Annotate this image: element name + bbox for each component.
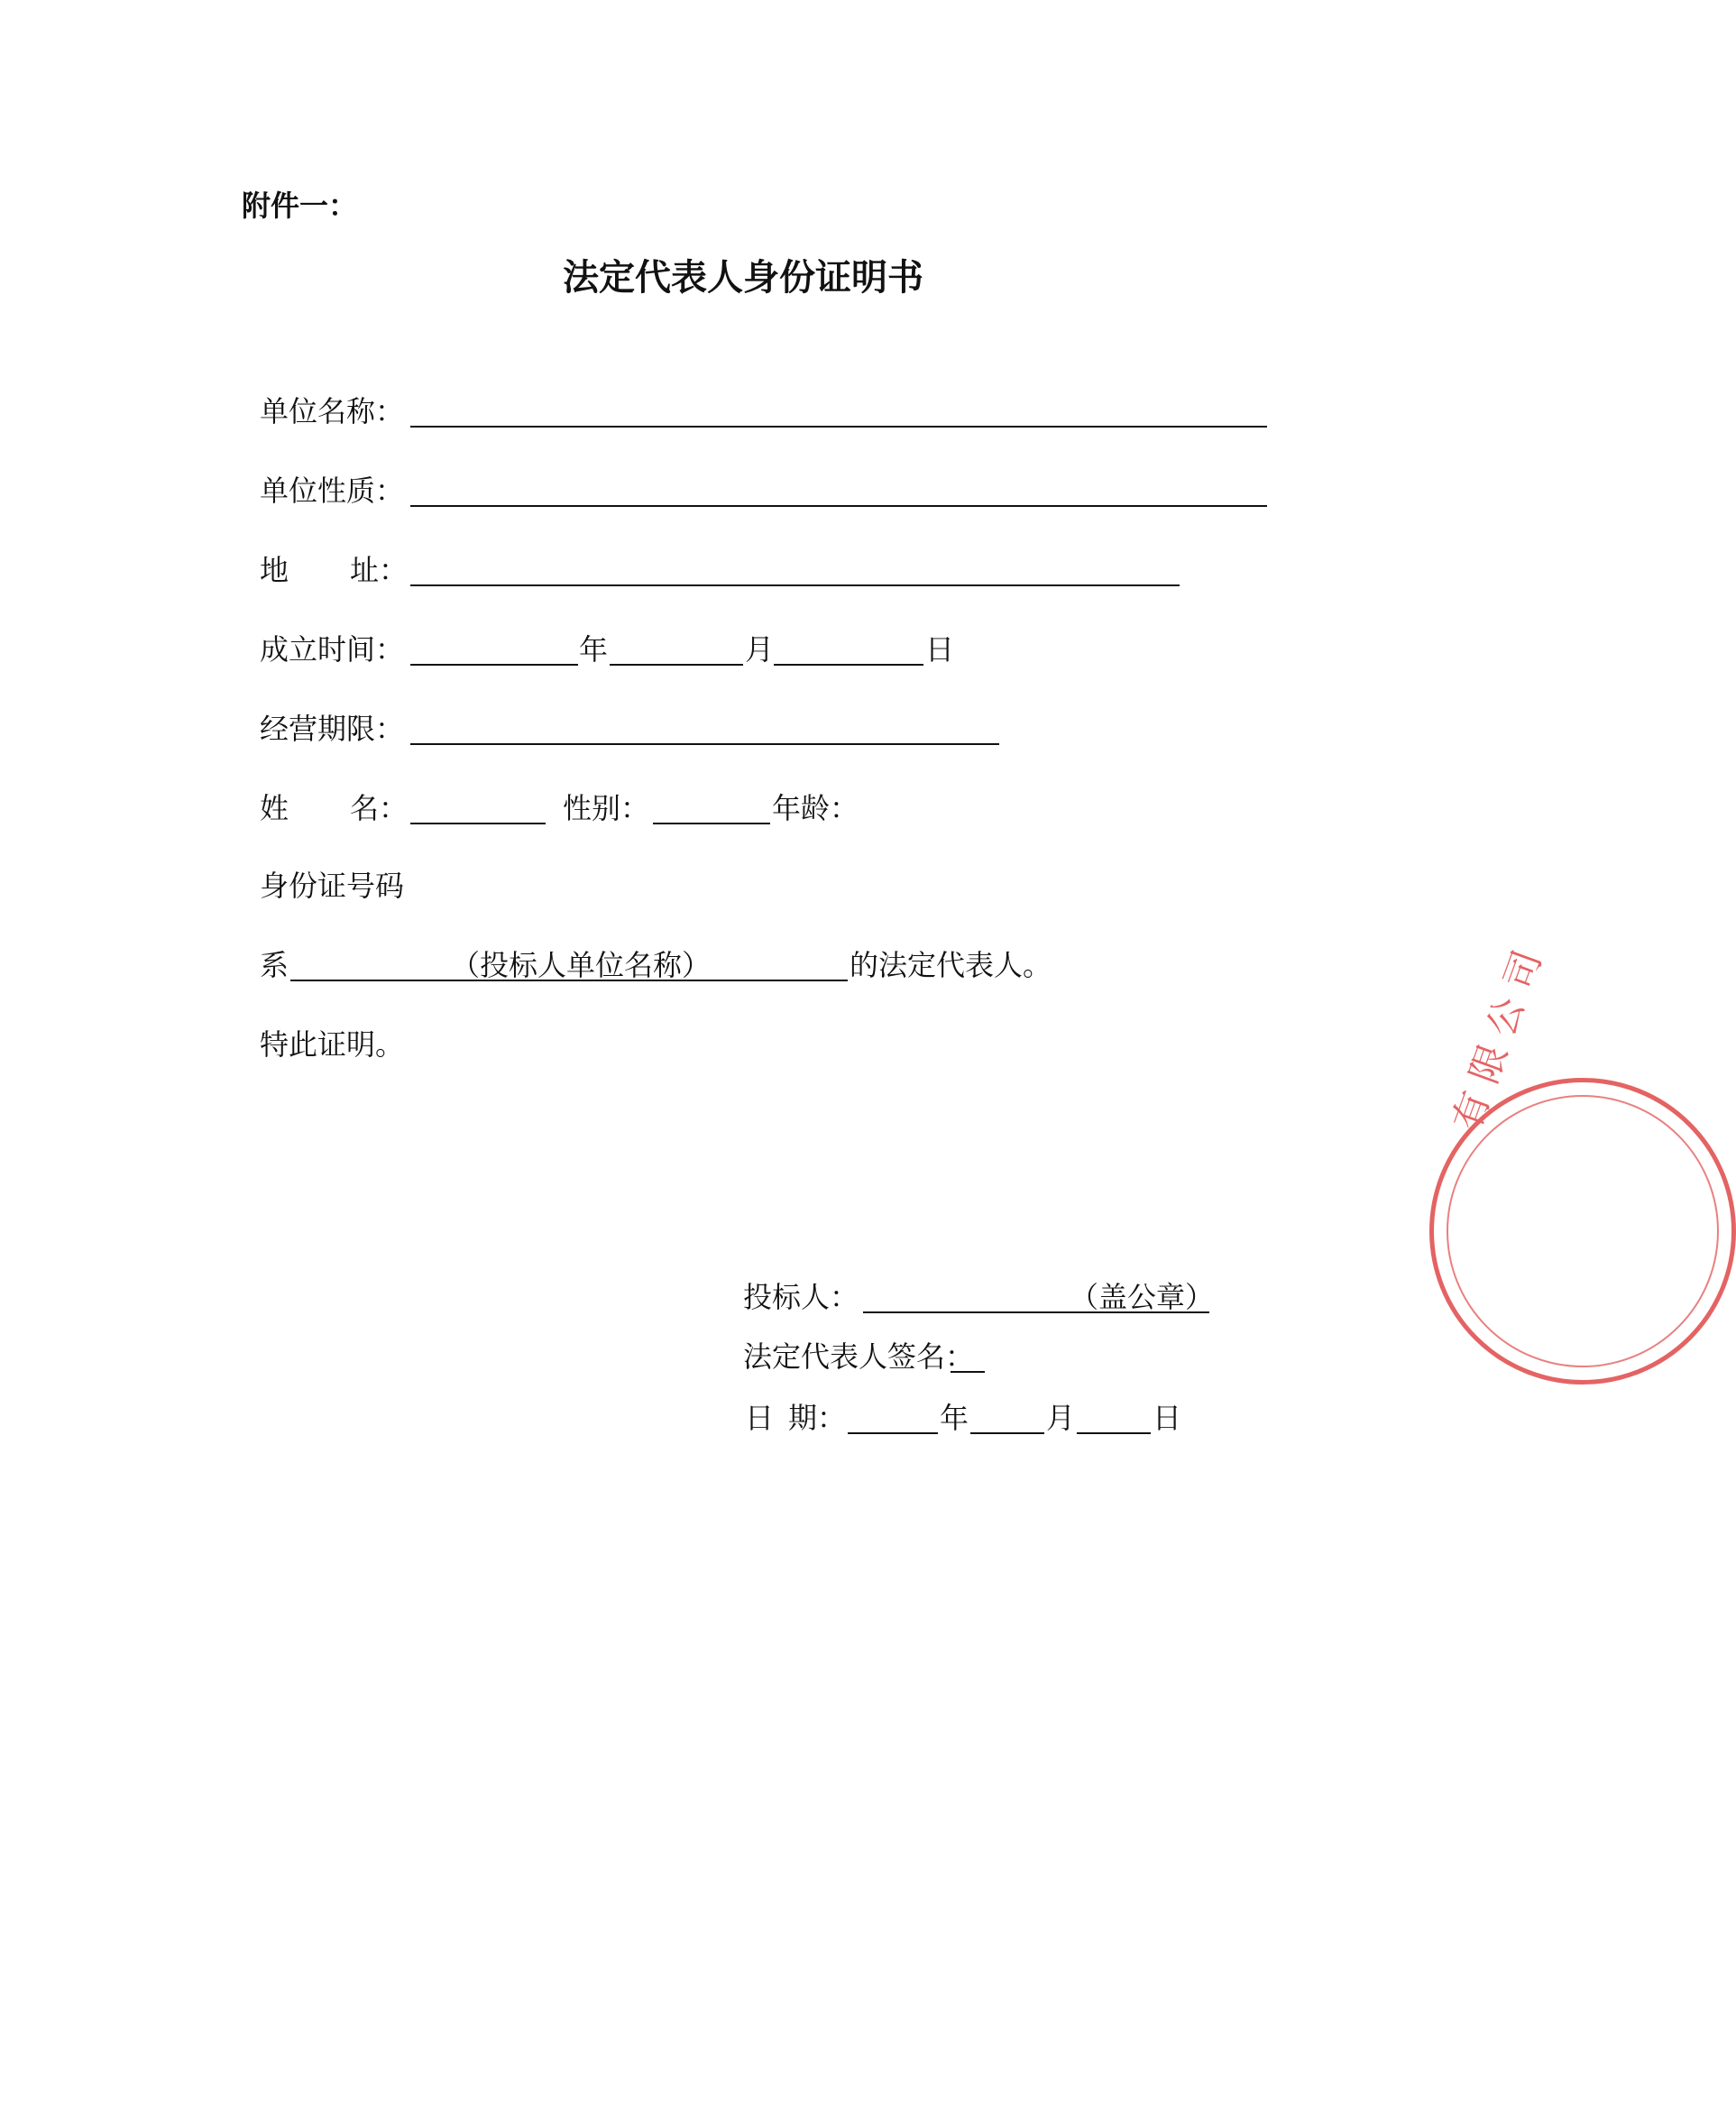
name-label-char2: 名： bbox=[350, 791, 409, 825]
business-term-label: 经营期限： bbox=[260, 712, 405, 746]
seal-note: （盖公章） bbox=[1070, 1280, 1215, 1314]
statement-suffix: 的法定代表人。 bbox=[850, 948, 1052, 982]
gender-line[interactable] bbox=[653, 823, 770, 824]
date-day-label: 日 bbox=[1153, 1401, 1182, 1435]
established-year-label: 年 bbox=[579, 632, 609, 667]
seal-text: 有 限 公 司 bbox=[1444, 944, 1550, 1136]
unit-name-label: 单位名称： bbox=[260, 394, 405, 428]
date-day-line[interactable] bbox=[1077, 1432, 1151, 1434]
address-label-char2: 址： bbox=[350, 553, 409, 587]
attachment-label: 附件一： bbox=[242, 189, 358, 223]
bidder-name-placeholder: （投标人单位名称） bbox=[451, 948, 712, 982]
id-number-label: 身份证号码 bbox=[260, 869, 405, 903]
date-label-char2: 期： bbox=[788, 1401, 847, 1435]
name-line[interactable] bbox=[410, 823, 546, 824]
established-year-line[interactable] bbox=[410, 664, 578, 666]
name-label-char1: 姓 bbox=[260, 791, 289, 825]
established-month-label: 月 bbox=[745, 632, 775, 667]
statement-prefix: 系 bbox=[260, 948, 289, 982]
date-year-line[interactable] bbox=[848, 1432, 938, 1434]
certify-text: 特此证明。 bbox=[260, 1027, 405, 1062]
company-seal-stamp bbox=[1429, 944, 1736, 1385]
legal-rep-sign-label: 法定代表人签名： bbox=[743, 1339, 975, 1374]
date-year-label: 年 bbox=[940, 1401, 969, 1435]
established-month-line[interactable] bbox=[610, 664, 743, 666]
document-title: 法定代表人身份证明书 bbox=[563, 257, 923, 299]
established-label: 成立时间： bbox=[260, 632, 405, 667]
established-day-label: 日 bbox=[925, 632, 955, 667]
bidder-label: 投标人： bbox=[743, 1280, 859, 1314]
address-label-char1: 地 bbox=[260, 553, 289, 587]
gender-label: 性别： bbox=[563, 791, 650, 825]
unit-nature-label: 单位性质： bbox=[260, 474, 405, 508]
age-label: 年龄： bbox=[772, 791, 859, 825]
date-label-char1: 日 bbox=[745, 1401, 775, 1435]
legal-rep-sign-line[interactable] bbox=[951, 1371, 985, 1373]
unit-nature-line[interactable] bbox=[410, 505, 1267, 507]
established-day-line[interactable] bbox=[774, 664, 923, 666]
address-line[interactable] bbox=[410, 584, 1180, 586]
business-term-line[interactable] bbox=[410, 743, 999, 745]
date-month-label: 月 bbox=[1046, 1401, 1076, 1435]
unit-name-line[interactable] bbox=[410, 426, 1267, 428]
date-month-line[interactable] bbox=[970, 1432, 1044, 1434]
